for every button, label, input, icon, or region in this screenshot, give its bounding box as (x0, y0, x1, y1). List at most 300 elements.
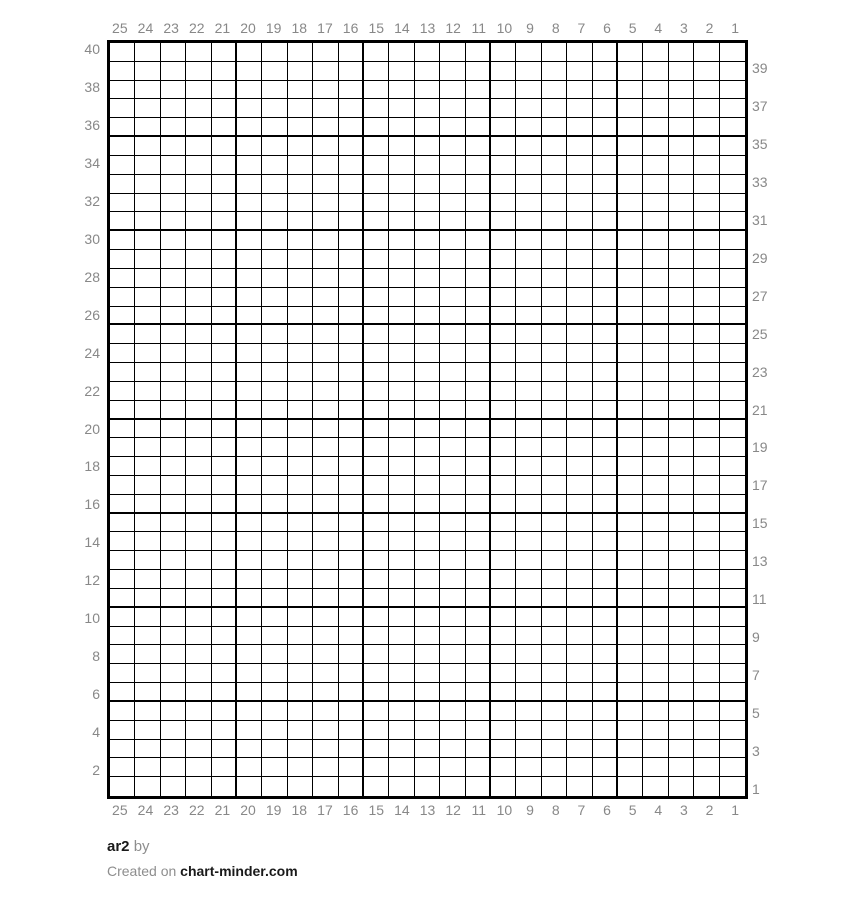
grid-cell (669, 137, 694, 156)
grid-cell (567, 476, 592, 495)
grid-cell (694, 740, 719, 759)
grid-cell (516, 137, 541, 156)
grid-cell (237, 457, 262, 476)
grid-cell (288, 457, 313, 476)
grid-cell (212, 645, 237, 664)
grid-cell (186, 363, 211, 382)
grid-cell (313, 495, 338, 514)
grid-cell (491, 664, 516, 683)
grid-cell (415, 194, 440, 213)
grid-cell (516, 231, 541, 250)
grid-cell (491, 476, 516, 495)
grid-cell (110, 62, 135, 81)
grid-cell (516, 118, 541, 137)
grid-cell (643, 99, 668, 118)
grid-cell (593, 363, 618, 382)
column-label: 25 (112, 20, 128, 36)
grid-cell (339, 740, 364, 759)
grid-cell (466, 645, 491, 664)
grid-cell (694, 777, 719, 796)
column-label: 2 (705, 802, 714, 818)
grid-cell (466, 175, 491, 194)
grid-cell (389, 175, 414, 194)
grid-cell (339, 231, 364, 250)
grid-cell (237, 495, 262, 514)
grid-cell (593, 382, 618, 401)
grid-cell (593, 137, 618, 156)
grid-cell (288, 627, 313, 646)
grid-cell (669, 382, 694, 401)
grid-cell (135, 420, 160, 439)
grid-cell (339, 495, 364, 514)
grid-cell (516, 43, 541, 62)
grid-cell (339, 212, 364, 231)
grid-cell (186, 118, 211, 137)
grid-cell (593, 344, 618, 363)
grid-cell (135, 495, 160, 514)
grid-cell (618, 344, 643, 363)
grid-cell (618, 401, 643, 420)
grid-cell (313, 43, 338, 62)
grid-cell (161, 476, 186, 495)
grid-cell (237, 702, 262, 721)
column-label: 17 (317, 20, 333, 36)
grid-cell (212, 212, 237, 231)
row-label: 21 (752, 401, 768, 418)
grid-cell (542, 702, 567, 721)
grid-cell (186, 758, 211, 777)
grid-cell (212, 43, 237, 62)
grid-cell (516, 156, 541, 175)
grid-cell (669, 532, 694, 551)
grid-cell (415, 420, 440, 439)
grid-cell (161, 363, 186, 382)
grid-cell (135, 721, 160, 740)
column-label: 13 (419, 20, 436, 36)
grid-cell (135, 645, 160, 664)
grid-cell (364, 645, 389, 664)
grid-cell (720, 645, 745, 664)
grid-cell (339, 457, 364, 476)
grid-cell (161, 231, 186, 250)
grid-cell (186, 382, 211, 401)
grid-cell (618, 589, 643, 608)
grid-cell (516, 307, 541, 326)
grid-cell (364, 627, 389, 646)
grid-cell (161, 175, 186, 194)
grid-cell (516, 589, 541, 608)
grid-cell (262, 438, 287, 457)
grid-cell (110, 476, 135, 495)
grid-cell (262, 81, 287, 100)
grid-cell (186, 81, 211, 100)
grid-cell (313, 99, 338, 118)
grid-cell (516, 382, 541, 401)
grid-cell (313, 514, 338, 533)
grid-cell (542, 137, 567, 156)
grid-cell (135, 325, 160, 344)
row-labels-left (0, 40, 102, 799)
grid-cell (440, 344, 465, 363)
grid-cell (415, 740, 440, 759)
grid-cell (389, 664, 414, 683)
grid-cell (212, 476, 237, 495)
grid-cell (262, 532, 287, 551)
grid-cell (694, 758, 719, 777)
grid-cell (212, 608, 237, 627)
grid-cell (313, 81, 338, 100)
grid-cell (466, 194, 491, 213)
row-label: 17 (752, 477, 768, 494)
grid-cell (593, 99, 618, 118)
grid-cell (161, 589, 186, 608)
grid-cell (542, 250, 567, 269)
column-label: 23 (163, 20, 179, 36)
grid-cell (110, 401, 135, 420)
grid-cell (516, 194, 541, 213)
grid-cell (339, 250, 364, 269)
grid-cell (212, 683, 237, 702)
grid-cell (542, 62, 567, 81)
grid-cell (339, 570, 364, 589)
grid-cell (466, 269, 491, 288)
grid-cell (542, 758, 567, 777)
column-label: 6 (603, 802, 611, 818)
grid-cell (237, 664, 262, 683)
row-label: 7 (752, 667, 760, 684)
row-label: 25 (752, 325, 768, 342)
grid-cell (389, 420, 414, 439)
grid-cell (643, 683, 668, 702)
grid-cell (669, 344, 694, 363)
row-label: 27 (752, 287, 768, 304)
grid-cell (516, 457, 541, 476)
grid-cell (720, 194, 745, 213)
grid-cell (364, 532, 389, 551)
grid-cell (720, 551, 745, 570)
grid-cell (567, 382, 592, 401)
grid-cell (542, 307, 567, 326)
grid-cell (618, 250, 643, 269)
grid-cell (161, 740, 186, 759)
grid-cell (186, 457, 211, 476)
grid-cell (516, 250, 541, 269)
grid-cell (237, 175, 262, 194)
grid-cell (542, 551, 567, 570)
grid-cell (262, 250, 287, 269)
grid-cell (491, 194, 516, 213)
grid-cell (313, 231, 338, 250)
grid-cell (618, 288, 643, 307)
grid-cell (542, 420, 567, 439)
grid-cell (339, 363, 364, 382)
grid-cell (237, 401, 262, 420)
grid-cell (567, 551, 592, 570)
grid-cell (618, 683, 643, 702)
grid-cell (186, 212, 211, 231)
grid-cell (567, 269, 592, 288)
grid-cell (389, 62, 414, 81)
column-label: 22 (188, 20, 205, 36)
grid-cell (643, 570, 668, 589)
grid-cell (313, 476, 338, 495)
grid-cell (516, 212, 541, 231)
grid-cell (161, 683, 186, 702)
grid-cell (491, 551, 516, 570)
row-label: 18 (84, 458, 100, 475)
grid-cell (237, 269, 262, 288)
grid-cell (389, 589, 414, 608)
grid-cell (542, 608, 567, 627)
grid-cell (339, 627, 364, 646)
grid-cell (669, 495, 694, 514)
grid-cell (364, 438, 389, 457)
grid-cell (593, 777, 618, 796)
grid-cell (720, 401, 745, 420)
grid-cell (364, 777, 389, 796)
grid-cell (288, 570, 313, 589)
grid-cell (339, 269, 364, 288)
grid-cell (694, 307, 719, 326)
grid-cell (110, 495, 135, 514)
grid-cell (135, 212, 160, 231)
grid-cell (567, 457, 592, 476)
grid-cell (567, 758, 592, 777)
grid-cell (364, 62, 389, 81)
grid-cell (694, 551, 719, 570)
grid-cell (491, 702, 516, 721)
column-label: 18 (291, 20, 308, 36)
grid-cell (491, 683, 516, 702)
grid-cell (643, 758, 668, 777)
grid-cell (618, 43, 643, 62)
grid-cell (237, 325, 262, 344)
grid-cell (643, 589, 668, 608)
grid-cell (262, 99, 287, 118)
grid-cell (415, 589, 440, 608)
grid-cell (593, 702, 618, 721)
grid-cell (593, 250, 618, 269)
grid-cell (593, 420, 618, 439)
grid-cell (643, 250, 668, 269)
grid-cell (237, 62, 262, 81)
grid-cell (288, 683, 313, 702)
grid-cell (720, 514, 745, 533)
grid-cell (135, 532, 160, 551)
grid-cell (389, 457, 414, 476)
grid-cell (669, 664, 694, 683)
grid-cell (186, 664, 211, 683)
grid-cell (542, 721, 567, 740)
grid-cell (389, 438, 414, 457)
grid-cell (389, 382, 414, 401)
grid-cell (161, 288, 186, 307)
grid-cell (415, 344, 440, 363)
column-label: 12 (445, 802, 461, 818)
grid-cell (593, 81, 618, 100)
grid-cell (618, 740, 643, 759)
grid-cell (212, 325, 237, 344)
grid-cell (516, 476, 541, 495)
grid-cell (186, 194, 211, 213)
column-label: 6 (603, 20, 611, 36)
grid-cell (339, 758, 364, 777)
grid-cell (618, 363, 643, 382)
grid-cell (491, 175, 516, 194)
grid-cell (720, 118, 745, 137)
grid-cell (567, 495, 592, 514)
grid-cell (161, 194, 186, 213)
grid-cell (567, 608, 592, 627)
grid-cell (516, 664, 541, 683)
grid-cell (643, 664, 668, 683)
grid-cell (618, 702, 643, 721)
grid-cell (567, 570, 592, 589)
grid-cell (542, 645, 567, 664)
grid-cell (466, 231, 491, 250)
grid-cell (135, 118, 160, 137)
grid-cell (466, 288, 491, 307)
grid-cell (618, 156, 643, 175)
grid-cell (389, 212, 414, 231)
grid-cell (313, 589, 338, 608)
grid-cell (288, 231, 313, 250)
grid-cell (491, 740, 516, 759)
grid-cell (135, 344, 160, 363)
grid-cell (212, 231, 237, 250)
grid-cell (313, 758, 338, 777)
grid-cell (237, 137, 262, 156)
grid-cell (440, 721, 465, 740)
grid-cell (262, 570, 287, 589)
grid-cell (288, 288, 313, 307)
grid-cell (237, 777, 262, 796)
grid-cell (288, 99, 313, 118)
grid-cell (389, 627, 414, 646)
grid-cell (339, 476, 364, 495)
grid-cell (110, 627, 135, 646)
grid-cell (542, 231, 567, 250)
grid-cell (618, 175, 643, 194)
grid-cell (491, 43, 516, 62)
grid-cell (110, 702, 135, 721)
grid-cell (135, 401, 160, 420)
grid-cell (364, 702, 389, 721)
grid-cell (466, 495, 491, 514)
grid-cell (262, 43, 287, 62)
grid-cell (542, 627, 567, 646)
column-label: 12 (445, 20, 461, 36)
grid-cell (593, 740, 618, 759)
grid-cell (135, 288, 160, 307)
grid-cell (262, 702, 287, 721)
grid-cell (466, 81, 491, 100)
grid-cell (212, 250, 237, 269)
grid-cell (618, 438, 643, 457)
grid-cell (237, 118, 262, 137)
grid-cell (618, 325, 643, 344)
grid-cell (262, 382, 287, 401)
grid-cell (618, 81, 643, 100)
grid-cell (415, 777, 440, 796)
column-label: 20 (240, 20, 256, 36)
grid-cell (212, 570, 237, 589)
chart-minder-link[interactable]: chart-minder.com (180, 863, 298, 879)
grid-cell (161, 325, 186, 344)
grid-cell (110, 99, 135, 118)
grid-cell (567, 401, 592, 420)
grid-cell (669, 608, 694, 627)
grid-cell (593, 401, 618, 420)
grid-cell (389, 740, 414, 759)
grid-cell (669, 476, 694, 495)
grid-cell (491, 457, 516, 476)
grid-cell (110, 231, 135, 250)
grid-cell (491, 269, 516, 288)
grid-cell (694, 645, 719, 664)
grid-cell (364, 664, 389, 683)
grid-cell (593, 570, 618, 589)
grid-cell (440, 589, 465, 608)
grid-cell (415, 156, 440, 175)
grid-cell (237, 551, 262, 570)
grid-cell (135, 457, 160, 476)
row-label: 13 (752, 553, 768, 570)
grid-cell (288, 156, 313, 175)
grid-cell (567, 627, 592, 646)
grid-cell (364, 514, 389, 533)
grid-cell (262, 476, 287, 495)
grid-cell (288, 551, 313, 570)
grid-cell (542, 81, 567, 100)
grid-cell (643, 420, 668, 439)
grid-cell (161, 43, 186, 62)
grid-cell (135, 683, 160, 702)
grid-cell (516, 62, 541, 81)
grid-cell (643, 81, 668, 100)
grid-cell (288, 438, 313, 457)
grid-cell (212, 721, 237, 740)
grid-cell (694, 476, 719, 495)
grid-cell (186, 476, 211, 495)
grid-cell (262, 740, 287, 759)
grid-cell (262, 627, 287, 646)
grid-cell (161, 438, 186, 457)
grid-cell (542, 532, 567, 551)
grid-cell (313, 645, 338, 664)
row-labels-right (752, 40, 812, 799)
column-label: 13 (419, 802, 436, 818)
grid-cell (339, 118, 364, 137)
grid-cell (466, 250, 491, 269)
grid-cell (466, 627, 491, 646)
grid-cell (491, 495, 516, 514)
grid-cell (440, 81, 465, 100)
grid-cell (516, 420, 541, 439)
grid-cell (212, 514, 237, 533)
grid-cell (364, 212, 389, 231)
grid-cell (440, 325, 465, 344)
grid-cell (135, 702, 160, 721)
column-label: 23 (163, 802, 179, 818)
grid-cell (567, 250, 592, 269)
grid-cell (491, 363, 516, 382)
column-label: 25 (112, 802, 128, 818)
grid-cell (186, 627, 211, 646)
grid-cell (669, 325, 694, 344)
column-label: 3 (680, 802, 688, 818)
grid-cell (339, 589, 364, 608)
